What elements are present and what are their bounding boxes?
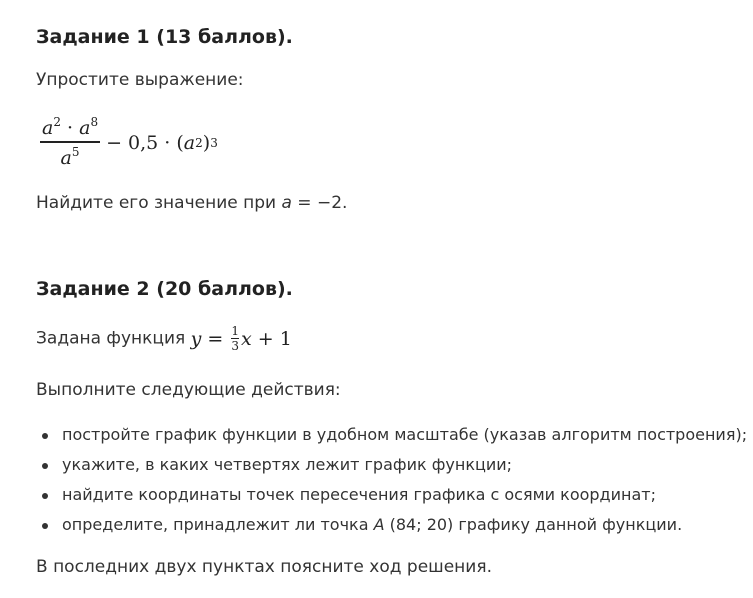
formula-fraction [40, 117, 100, 169]
formula-rest: − 0,5 · ( a 2 ) 3 [106, 132, 218, 154]
inner-var: a [183, 132, 196, 154]
task1-formula [40, 112, 218, 174]
numerator-exp-1: 2 [53, 115, 61, 130]
task2-function [36, 325, 292, 352]
numerator-dot: · [67, 117, 74, 140]
paren-close: ) [202, 132, 211, 154]
denominator-exp: 5 [71, 144, 80, 159]
fraction-numerator: 1 [231, 324, 240, 338]
question-suffix: = −2. [291, 193, 348, 213]
list-item-text: постройте график функции в удобном масштабе (указав алгоритм построения); [62, 425, 748, 444]
list-item-text: укажите, в каких четвертях лежит график функции; [62, 455, 513, 474]
formula-y: y [190, 327, 202, 350]
bullet-dot [42, 433, 48, 439]
list-item [36, 510, 747, 540]
task2-footer: В последних двух пунктах поясните ход решения. [36, 557, 492, 577]
minus-coefficient: − 0,5 · [106, 132, 177, 154]
formula-fraction-one-third [231, 325, 239, 352]
formula-plus-one: + 1 [251, 327, 292, 350]
list-item-text: определите, принадлежит ли точка [62, 515, 374, 534]
fraction-denominator: 3 [231, 339, 240, 353]
function-label: Задана функция [36, 328, 191, 349]
fraction-denominator [61, 143, 80, 169]
denominator-var: a [60, 146, 72, 169]
formula-equals: = [201, 327, 230, 350]
task1-intro: Упростите выражение: [36, 70, 244, 90]
list-item-text-suffix: (84; 20) графику данной функции. [384, 515, 683, 534]
formula-x: x [241, 327, 252, 350]
question-variable: a [281, 193, 292, 213]
list-item-text: найдите координаты точек пересечения графика с осями координат; [62, 485, 656, 504]
actions-list [36, 420, 747, 540]
fraction-numerator [40, 117, 100, 141]
bullet-dot [42, 523, 48, 529]
task2-actions-intro: Выполните следующие действия: [36, 380, 341, 400]
bullet-dot [42, 463, 48, 469]
numerator-var-1: a [42, 117, 54, 140]
numerator-exp-2: 8 [90, 115, 99, 130]
function-formula [191, 325, 292, 352]
numerator-var-2: a [79, 117, 91, 140]
task1-question [36, 193, 347, 213]
question-prefix: Найдите его значение при [36, 193, 282, 213]
task2-heading: Задание 2 (20 баллов). [36, 278, 293, 300]
paren-open: ( [176, 132, 184, 154]
point-label: A [373, 515, 385, 534]
list-item [36, 420, 747, 450]
bullet-dot [42, 493, 48, 499]
list-item [36, 450, 747, 480]
task1-heading: Задание 1 (13 баллов). [36, 26, 293, 48]
list-item [36, 480, 747, 510]
